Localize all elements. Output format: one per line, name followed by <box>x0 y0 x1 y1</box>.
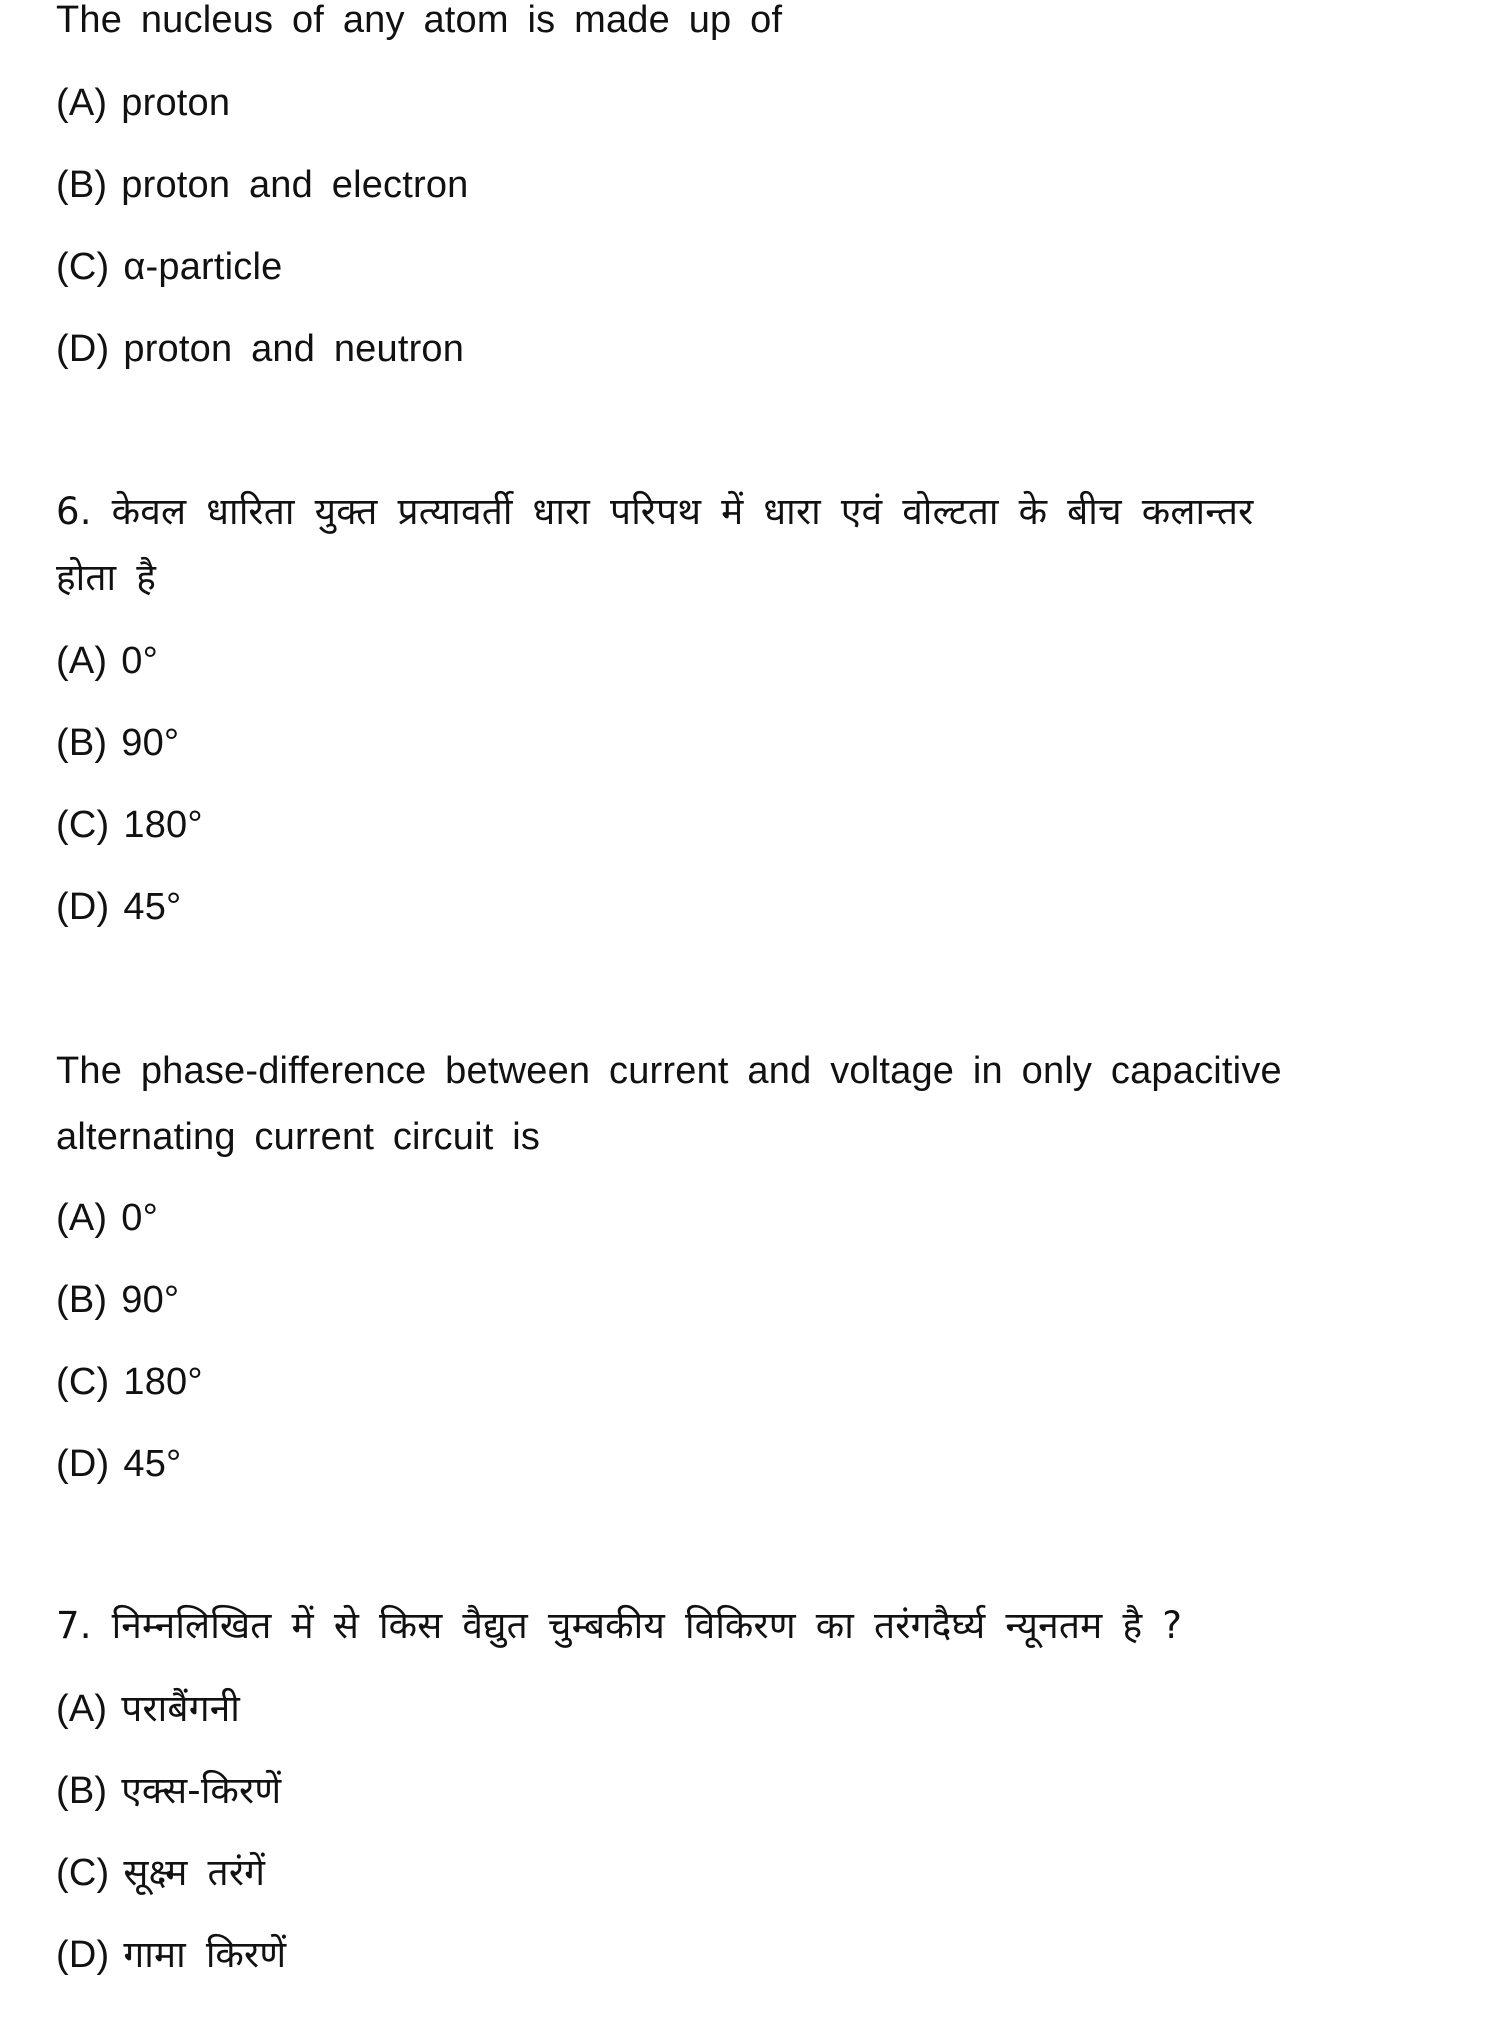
option-label: (B) <box>56 722 108 764</box>
option-text: 90° <box>121 722 180 764</box>
option-text: 45° <box>123 1443 182 1485</box>
option-label: (C) <box>56 246 110 288</box>
option-text: 45° <box>123 886 182 928</box>
option-text: 90° <box>121 1279 180 1321</box>
option-label: (C) <box>56 1852 110 1894</box>
option-d <box>56 1932 286 1978</box>
option-c <box>56 244 282 290</box>
option-b <box>56 1277 179 1323</box>
option-text: α-particle <box>123 246 283 288</box>
option-b <box>56 1768 281 1814</box>
option-d <box>56 326 464 372</box>
option-text: 0° <box>121 1197 158 1239</box>
question-text-line-1: 6. केवल धारिता युक्त प्रत्यावर्ती धारा परिपथ में धारा एवं वोल्टता के बीच कलान्तर <box>56 490 1254 533</box>
option-label: (C) <box>56 804 110 846</box>
option-text: एक्स-किरणें <box>121 1769 282 1812</box>
option-d <box>56 1441 181 1487</box>
option-c <box>56 1359 203 1405</box>
option-text: proton and neutron <box>123 328 465 370</box>
option-text: सूक्ष्म तरंगें <box>123 1851 266 1894</box>
question-text: 7. निम्नलिखित में से किस वैद्युत चुम्बकीय विकिरण का तरंगदैर्घ्य न्यूनतम है ? <box>56 1604 1183 1647</box>
option-a <box>56 1686 240 1732</box>
option-b <box>56 162 469 208</box>
option-label: (A) <box>56 1688 108 1730</box>
option-d <box>56 884 181 930</box>
option-c <box>56 802 203 848</box>
option-text: 180° <box>123 1361 203 1403</box>
option-label: (B) <box>56 1770 108 1812</box>
option-text: proton and electron <box>121 164 469 206</box>
option-text: 180° <box>123 804 203 846</box>
question-text-line-2: alternating current circuit is <box>56 1116 541 1158</box>
option-label: (B) <box>56 164 108 206</box>
option-a <box>56 638 158 684</box>
option-label: (D) <box>56 886 110 928</box>
option-label: (A) <box>56 640 108 682</box>
option-label: (B) <box>56 1279 108 1321</box>
option-b <box>56 720 179 766</box>
option-a <box>56 80 230 126</box>
option-a <box>56 1195 158 1241</box>
option-text: proton <box>121 82 231 124</box>
option-text: पराबैंगनी <box>121 1687 241 1730</box>
option-label: (D) <box>56 1934 110 1976</box>
option-text: गामा किरणें <box>123 1933 287 1976</box>
option-text: 0° <box>121 640 158 682</box>
question-text-line-2: होता है <box>56 556 157 599</box>
question-text-line-1: The phase-difference between current and voltage in only capacitive <box>56 1050 1282 1092</box>
option-c <box>56 1850 265 1896</box>
option-label: (A) <box>56 82 108 124</box>
option-label: (D) <box>56 1443 110 1485</box>
option-label: (A) <box>56 1197 108 1239</box>
option-label: (C) <box>56 1361 110 1403</box>
question-text: The nucleus of any atom is made up of <box>56 0 783 41</box>
option-label: (D) <box>56 328 110 370</box>
